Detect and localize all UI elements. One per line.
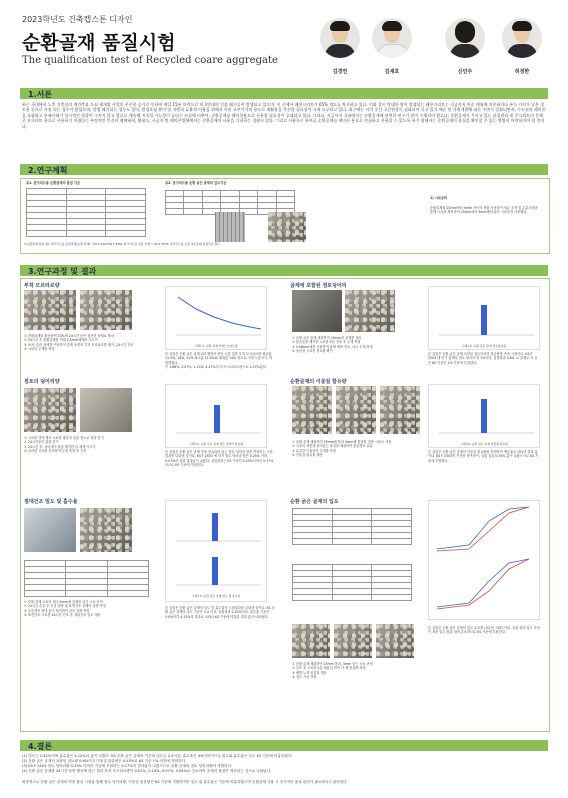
block-steps: ① 순환 골재 시료의 체 2.5mm에 골재를 남긴 시료 준비 ② 24시간 수중 후 수중 질량 및 표면건조 상태의 질량 측정 ③ 수중에서 꺼내 물기 제거하여 건조 질량 측정 ④ 표면건조 시료를 24시간 건조 후 절대건조 밀도 계산 xyxy=(24,600,106,617)
block-photo xyxy=(24,290,76,330)
block-photo xyxy=(24,388,76,432)
block-photo xyxy=(345,290,395,332)
chart-5-svg xyxy=(166,501,266,591)
table2-title: 표2. 콘크리트용 순환 굵은 골재의 입도기준 xyxy=(165,181,227,185)
block-photo xyxy=(292,290,342,332)
bar xyxy=(214,405,220,433)
plan-heading: 2.연구계획 xyxy=(28,166,68,175)
series-line xyxy=(437,507,529,551)
page-title: 순환골재 품질시험 xyxy=(22,32,176,54)
chart-3 xyxy=(165,384,267,448)
member-avatar xyxy=(320,18,360,58)
bar xyxy=(212,513,218,541)
conclusion-heading: 4.결론 xyxy=(28,742,53,751)
conclusion-summary: 최종적으로 순환 굵은 골재의 여러 품질 시험을 통해 점토 덩어리량, 이물질 함유량은 KS 기준에 적합하지만 밀도 및 흡수율은 기준에 미흡하였으며 순환골재 사용 시 추가적인 품질 관리가 필요하다고 판단된다. xyxy=(22,780,348,784)
conclusion-body: (1) 밀도는 2.42%이며 흡수율은 4.12%의 값이 나왔다. KS 순환 굵은 골재의 기준의 밀도는 2.5이상, 흡수율은 3%이하이므로 밀도와 흡수율은 모두 KS 기준에 미흡하였다. (2) 순환 굵은 골재의 포함된 점토량 0.6%이고 이물질 함유량은 0.55%로 KS 기준 1% 이하에 적합하다. (3) KS F 2503 점토 덩어리량 0.25% 이하의 기준에 부합하는 0.17%의 결과값이 나왔으므로 순환 골재의 점토 덩어리량이 적합하다. (4) 순환 굵은 골재를 24시간 동안 황산에 담근 결과 부착 모르타르량이 0.21%, 0.14%, 0.07%, 0.04%로 감소하여 골재의 품질이 개선되는 것으로 나타났다. xyxy=(22,754,293,773)
chart-caption: 그래프1. 순환 골재 부착모르타르량 xyxy=(194,344,238,348)
chart-6-svg xyxy=(429,501,539,613)
chart-4 xyxy=(428,384,540,448)
grading-table-1 xyxy=(292,508,412,545)
section-bar xyxy=(20,88,548,99)
block-result: 본 실험은 순환 굵은 골재 포함된 점토덩어리 함유량을 측정 시험이다. KS F 2503 에 의거 골재의 점토 덩어리 양 1%이하, 실험결과 0.6% 로 골재로 이 굵은 KS 기준인 1% 이하에 부합한다. xyxy=(428,352,538,365)
block-photo xyxy=(376,624,414,658)
member-name: 허정한 xyxy=(514,69,530,75)
series-line xyxy=(178,297,261,329)
block-photo xyxy=(380,386,420,434)
table1 xyxy=(26,188,146,237)
block-photo xyxy=(80,388,132,432)
chart-2-svg xyxy=(429,287,539,341)
block-photo xyxy=(24,508,76,552)
density-table xyxy=(24,560,149,597)
chart-1 xyxy=(165,286,267,350)
chart-2 xyxy=(428,286,540,350)
grading-table-2 xyxy=(292,564,412,601)
block-title: 순환골재의 이물질 함유량 xyxy=(290,379,347,385)
block-result: 본 실험은 순환 굵은 골재의 이물질 함유량을 측정하여 백분율로 나타낸 결과 값이다. KS F 2503의 기준을 충족하여, 실험 결과 0.55% 값이 나왔으므로 KS 기준에 부합한다. xyxy=(428,450,539,463)
chart-caption: 그래프4. 순환 굵은 골재 이물질 함유량 xyxy=(460,442,508,446)
section-bar xyxy=(20,740,548,751)
member-name: 김경연 xyxy=(332,69,348,75)
block-steps: ① 순환 골재 채취하여 25mm체 통과 5mm체 통과한 것을 시료로 사용 ② 시료의 표면에 붙어있는 물질을 채취하여 종류별로 분류 ③ 분류한 이물질의 무게를 측정 ④ 이물질 함유율 계산 xyxy=(292,440,392,457)
header-subtitle: 2023학년도 건축캡스톤 디자인 xyxy=(22,15,133,24)
sample-photo xyxy=(268,212,306,242)
bar xyxy=(212,557,218,585)
block-photo xyxy=(80,290,132,330)
block-photo xyxy=(80,508,132,552)
note-title: 1) 시료준비 xyxy=(430,196,448,200)
series-line xyxy=(437,507,529,549)
block-title: 부착 모르타르량 xyxy=(24,283,60,289)
page-title-en: The qualification test of Recycled coare aggregate xyxy=(22,55,278,66)
intro-heading: 1.서론 xyxy=(28,90,53,99)
member-name: 김세호 xyxy=(384,69,400,75)
section-bar xyxy=(20,265,548,276)
bar xyxy=(481,399,487,433)
block-photo xyxy=(292,386,332,434)
member-avatar xyxy=(372,18,412,58)
chart-5 xyxy=(165,500,267,602)
chart-caption: 그래프5. 순환 굵은 골재 밀도 및 흡수율 xyxy=(191,594,241,598)
block-title: 절대건조 밀도 및 흡수율 xyxy=(24,499,78,505)
note-body: 순환골재를 25mm에서 5mm 사이의 체를 사용하여 성분 조정 및 수분조정을 통해 시료를 제작하여 25mm에서 5mm체에 남은 시료들만 사용했다. xyxy=(430,206,538,215)
plan-footnote: 1)순환골재 품질기준:'콘크리트용 순환골재(순환 골재)', 'KS F 2527(KS F 2502 콘크리트용 순환 골재)', 'KS F 2573: 콘크리트용 순환 굵은골재 품질기준 명시' xyxy=(24,242,221,246)
block-title: 순환 굵은 골재의 입도 xyxy=(290,499,339,505)
section-bar xyxy=(20,164,548,175)
block-photo xyxy=(334,624,372,658)
block-result: 본 실험은 순환 굵은 골재의 입도 분포를 나타낸 그래프이다. 실험 결과 입도 곡선이 표준 입도 범위 내에 분포하므로 KS 기준에 부합한다. xyxy=(428,626,540,635)
member-name: 신민주 xyxy=(457,69,473,75)
process-heading: 3.연구과정 및 결과 xyxy=(28,267,97,276)
block-result: 본 실험은 순환 굵은 골재 2회 행하여 양의 시험 결과 부착 모르타르량 평균값 13.4%, 14%, 21% 최소값 11.6%와 최대값 14% 정도로, 3개 시험 모두 적합하였다. 즉 1.68%, 2.07%, 1.13%, 4.27%의 부착 모르타르량으로 1.07%였다. xyxy=(165,352,272,369)
block-photo xyxy=(336,386,376,434)
block-title: 점토의 덩어리양 xyxy=(24,379,60,385)
block-steps: ① 순환 굵은 골재 채취하여 20mm의 골재를 골라 ② 불순물을 제거한 시료를 5일 건조 후 무게 측정 ③ 0.08mm체를 사용하여 물에 세척 건조, 다시 무게 측정 ④ 씻어낸 시료의 점토량 확인 xyxy=(292,336,373,353)
block-steps: ① 시료를 냉각 제조 시료를 충분히 입출 정도로 물을 붓기 ② 24시간동안 물을 붓기 ③ 24시간 후, 씻어내어 물을 제거한 뒤 체에 거르기 ④ 씻어낸 시료를 건조하여 무게 측정 후 기록 xyxy=(24,436,104,453)
block-title: 골재에 포함된 점토덩어리 xyxy=(290,283,347,289)
member-avatar xyxy=(502,18,542,58)
block-result: 본 실험은 순환 굵은 골재의 밀도 및 흡수율의 시험결과를 나타낸 것이다. KS 순환 굵은 골재의 밀도 기준은 2.5 이상, 실험결과 2.42%이다. 흡수율 기준은 3.0%이하 4.12%의 결과로 나타나 KS 기준에 미흡한 결과 값이 나타났다. xyxy=(165,606,275,619)
member-avatar xyxy=(445,18,485,58)
chart-3-svg xyxy=(166,385,266,439)
chart-6 xyxy=(428,500,540,620)
series-line xyxy=(437,559,529,609)
chart-4-svg xyxy=(429,385,539,439)
block-steps: ① 순환골재를 황산용액 10%에 24시간 동안 침전한 상태로 방치 ② 24시간 후 순환골재를 꺼내 2.5mm체에서 거르기 ③ 표준, 슬러 용액을 이용하여 골재 표면의 부착 모르타르를 제거, 24시간 건조 ④ 시료의 무게를 측정 xyxy=(24,334,134,351)
block-result: 본 실험은 순환 굵은 골재 중에 함유되어 있는 점토 덩어리 양을 측정하는 시험 결과를 나타낸 것이다. KS F 2503 에 의거 점토 덩어리 양은 0.25% 이하, 0.07%의 실험 결과값이 나왔다. 실험결과는 KS 기준인 0.25%이하인 0.17%이므로 KS 기준에 부합한다. xyxy=(165,450,274,467)
chart-1-svg xyxy=(166,287,266,341)
sieve-photo xyxy=(215,212,245,242)
intro-body: 최근 국내에서 노후 건축물의 재건축과 도심 재개발 사업의 꾸준한 증가로 인하여 매일 15톤 트럭으로 약 1만대의 건설 폐기물이 발생되고 있으며, 이 중에서 폐콘크리트가 65% 정도를 차지하고 있다. 이와 같이 막대한 양이 발생되는 폐콘크리트는 지금까지 단순 매립에 의존하거나 부가 가치가 낮은 성토용 등으로 사용 되는 경우가 많았으며, 불법 폐기되는 경우도 있어, 환경오염 뿐이 및 자원의 효율적 이용을 위해서 이의 고부가가치 용도로 재활용을 촉진할 필요성이 크게 요구되고 있다. 최근에는 이의 중간 고갈현상이 심화되어 가고 있기 때문 및 자원개발에 따른 주변가 강화되면서, 수도권의 레미콘을 포함하고 부족사태가 일시적인 현상이 그치지 않고 앞으로 계속해 지속될 가능성이 높다는 사실에 비추어, 순환골재를 레미콘용으로 사용할 필요성이 증대되고 있다. 그러나, 지금까지 국내에서는 순환골재에 관련한 연구가 많이 수행되어 왔으나, 순환골재가 가지고 있는 품질관리 및 콘크리트의 문제로 콘크리트 용으로 사용하기 어렵다는 부정적인 인식이 팽배하여, 활용도, 시공자 및 레미콘업체에서는 순환골재의 사용을 기피하는 경향이 있다. 그리고 사용자로 하여금 순환골재를 레미콘 용으로 안심하고 사용할 수 있도록 하기 위해서는 순환골재의 품질을 확인할 수 있는 방법이 마련되어야 할 것이다. xyxy=(22,102,546,129)
block-steps: ① 순환 골재 채취하여 25mm 통과, 5mm 남는 시료 준비 ② 건조 후 시료를 5분 체분석 하여 각 체 잔류량 측정 ③ 체별 누적 잔류율 계산 ④ 입도 곡선 작성 xyxy=(292,662,373,679)
chart-caption: 그래프2. 순환 굵은 골재 점토함유량 xyxy=(461,344,507,348)
chart-caption: 그래프3. 순환 굵은 골재 점토 덩어리 함유량 xyxy=(189,442,243,446)
bar xyxy=(481,305,487,335)
table1-title: 표1. 콘크리트용 순환골재의 품질 기준 xyxy=(26,181,81,185)
block-photo xyxy=(292,624,330,658)
